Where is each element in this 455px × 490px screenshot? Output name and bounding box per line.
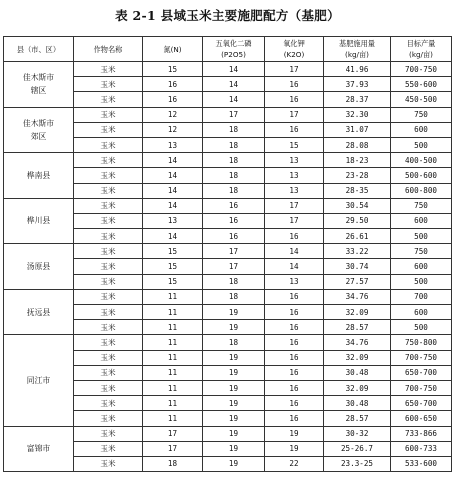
nitrogen-cell: 11 <box>143 380 203 395</box>
county-name-line: 汤原县 <box>26 262 51 272</box>
nitrogen-cell: 14 <box>143 229 203 244</box>
amount-cell: 28.37 <box>324 92 391 107</box>
crop-cell: 玉米 <box>74 411 143 426</box>
header-county: 县（市、区） <box>4 37 74 62</box>
amount-cell: 30.48 <box>324 396 391 411</box>
amount-cell: 28-35 <box>324 183 391 198</box>
phosphorus-cell: 18 <box>203 122 265 137</box>
county-name-line: 佳木斯市 <box>22 118 55 128</box>
nitrogen-cell: 11 <box>143 289 203 304</box>
crop-cell: 玉米 <box>74 441 143 456</box>
header-phosphorus <box>203 37 265 62</box>
phosphorus-cell: 18 <box>203 289 265 304</box>
crop-cell: 玉米 <box>74 92 143 107</box>
nitrogen-cell: 11 <box>143 411 203 426</box>
potassium-cell: 19 <box>265 441 324 456</box>
nitrogen-cell: 15 <box>143 62 203 77</box>
table-row <box>4 62 452 77</box>
nitrogen-cell: 11 <box>143 305 203 320</box>
nitrogen-cell: 11 <box>143 350 203 365</box>
potassium-cell: 13 <box>265 183 324 198</box>
crop-cell: 玉米 <box>74 137 143 152</box>
phosphorus-cell: 19 <box>203 350 265 365</box>
nitrogen-cell: 13 <box>143 137 203 152</box>
potassium-cell: 16 <box>265 335 324 350</box>
yield-cell: 400-500 <box>391 153 452 168</box>
potassium-cell: 16 <box>265 122 324 137</box>
potassium-cell: 16 <box>265 229 324 244</box>
potassium-cell: 16 <box>265 320 324 335</box>
crop-cell: 玉米 <box>74 289 143 304</box>
table-header-row <box>4 37 452 62</box>
yield-cell: 550-600 <box>391 77 452 92</box>
header-amount-name: 基肥施用量 <box>339 39 375 48</box>
fertilizer-formula-table <box>3 36 452 472</box>
amount-cell: 31.07 <box>324 122 391 137</box>
amount-cell: 27.57 <box>324 274 391 289</box>
header-nitrogen: 氮(N) <box>143 37 203 62</box>
yield-cell: 500 <box>391 137 452 152</box>
potassium-cell: 16 <box>265 380 324 395</box>
county-cell <box>4 198 74 244</box>
phosphorus-cell: 19 <box>203 411 265 426</box>
table-body <box>4 62 452 472</box>
potassium-cell: 22 <box>265 456 324 471</box>
potassium-cell: 14 <box>265 259 324 274</box>
potassium-cell: 16 <box>265 289 324 304</box>
amount-cell: 41.96 <box>324 62 391 77</box>
header-target-yield <box>391 37 452 62</box>
yield-cell: 700 <box>391 289 452 304</box>
nitrogen-cell: 14 <box>143 183 203 198</box>
yield-cell: 650-700 <box>391 365 452 380</box>
amount-cell: 28.08 <box>324 137 391 152</box>
potassium-cell: 16 <box>265 411 324 426</box>
yield-cell: 750 <box>391 198 452 213</box>
amount-cell: 34.76 <box>324 335 391 350</box>
county-name-line: 富锦市 <box>26 444 51 454</box>
phosphorus-cell: 14 <box>203 62 265 77</box>
amount-cell: 30.54 <box>324 198 391 213</box>
yield-cell: 500 <box>391 320 452 335</box>
header-amount-unit: (kg/亩) <box>345 50 369 59</box>
nitrogen-cell: 11 <box>143 365 203 380</box>
crop-cell: 玉米 <box>74 244 143 259</box>
phosphorus-cell: 19 <box>203 365 265 380</box>
county-name-line: 桦川县 <box>26 216 51 226</box>
phosphorus-cell: 16 <box>203 213 265 228</box>
crop-cell: 玉米 <box>74 396 143 411</box>
county-name-line: 桦南县 <box>26 170 51 180</box>
crop-cell: 玉米 <box>74 153 143 168</box>
yield-cell: 600 <box>391 305 452 320</box>
nitrogen-cell: 17 <box>143 426 203 441</box>
phosphorus-cell: 18 <box>203 153 265 168</box>
amount-cell: 26.61 <box>324 229 391 244</box>
header-base-fertilizer-amount <box>324 37 391 62</box>
yield-cell: 700-750 <box>391 380 452 395</box>
amount-cell: 32.09 <box>324 380 391 395</box>
amount-cell: 23-28 <box>324 168 391 183</box>
amount-cell: 34.76 <box>324 289 391 304</box>
header-phosphorus-name: 五氧化二磷 <box>215 39 252 48</box>
yield-cell: 600-650 <box>391 411 452 426</box>
potassium-cell: 16 <box>265 396 324 411</box>
amount-cell: 28.57 <box>324 320 391 335</box>
crop-cell: 玉米 <box>74 305 143 320</box>
header-potassium <box>265 37 324 62</box>
nitrogen-cell: 11 <box>143 320 203 335</box>
yield-cell: 600 <box>391 122 452 137</box>
county-cell <box>4 244 74 290</box>
table-row <box>4 198 452 213</box>
nitrogen-cell: 14 <box>143 198 203 213</box>
nitrogen-cell: 15 <box>143 274 203 289</box>
phosphorus-cell: 18 <box>203 183 265 198</box>
yield-cell: 700-750 <box>391 62 452 77</box>
amount-cell: 32.09 <box>324 350 391 365</box>
table-row <box>4 335 452 350</box>
yield-cell: 600 <box>391 259 452 274</box>
phosphorus-cell: 16 <box>203 229 265 244</box>
phosphorus-cell: 17 <box>203 244 265 259</box>
crop-cell: 玉米 <box>74 62 143 77</box>
nitrogen-cell: 13 <box>143 213 203 228</box>
crop-cell: 玉米 <box>74 168 143 183</box>
nitrogen-cell: 16 <box>143 92 203 107</box>
phosphorus-cell: 19 <box>203 456 265 471</box>
potassium-cell: 17 <box>265 198 324 213</box>
crop-cell: 玉米 <box>74 380 143 395</box>
amount-cell: 25-26.7 <box>324 441 391 456</box>
yield-cell: 600 <box>391 213 452 228</box>
amount-cell: 33.22 <box>324 244 391 259</box>
amount-cell: 37.93 <box>324 77 391 92</box>
table-row <box>4 244 452 259</box>
county-name-line: 郊区 <box>30 131 47 141</box>
crop-cell: 玉米 <box>74 107 143 122</box>
yield-cell: 500-600 <box>391 168 452 183</box>
potassium-cell: 16 <box>265 92 324 107</box>
potassium-cell: 15 <box>265 137 324 152</box>
header-yield-name: 目标产量 <box>406 39 436 48</box>
phosphorus-cell: 19 <box>203 441 265 456</box>
potassium-cell: 19 <box>265 426 324 441</box>
potassium-cell: 17 <box>265 213 324 228</box>
crop-cell: 玉米 <box>74 335 143 350</box>
nitrogen-cell: 11 <box>143 335 203 350</box>
county-name-line: 抚远县 <box>26 307 51 317</box>
table-row <box>4 107 452 122</box>
phosphorus-cell: 19 <box>203 320 265 335</box>
phosphorus-cell: 18 <box>203 137 265 152</box>
county-cell <box>4 289 74 335</box>
nitrogen-cell: 18 <box>143 456 203 471</box>
crop-cell: 玉米 <box>74 259 143 274</box>
county-cell <box>4 62 74 108</box>
potassium-cell: 17 <box>265 107 324 122</box>
crop-cell: 玉米 <box>74 456 143 471</box>
yield-cell: 700-750 <box>391 350 452 365</box>
nitrogen-cell: 17 <box>143 441 203 456</box>
phosphorus-cell: 19 <box>203 305 265 320</box>
yield-cell: 600-733 <box>391 441 452 456</box>
table-row <box>4 289 452 304</box>
potassium-cell: 13 <box>265 274 324 289</box>
amount-cell: 32.30 <box>324 107 391 122</box>
yield-cell: 500 <box>391 274 452 289</box>
amount-cell: 23.3-25 <box>324 456 391 471</box>
yield-cell: 750 <box>391 107 452 122</box>
county-cell <box>4 426 74 472</box>
phosphorus-cell: 14 <box>203 77 265 92</box>
header-potassium-formula: (K2O) <box>283 50 305 59</box>
nitrogen-cell: 14 <box>143 168 203 183</box>
crop-cell: 玉米 <box>74 274 143 289</box>
phosphorus-cell: 16 <box>203 198 265 213</box>
crop-cell: 玉米 <box>74 229 143 244</box>
yield-cell: 650-700 <box>391 396 452 411</box>
crop-cell: 玉米 <box>74 213 143 228</box>
county-name-line: 同江市 <box>26 375 51 385</box>
nitrogen-cell: 14 <box>143 153 203 168</box>
county-cell <box>4 335 74 426</box>
table-title: 表 2-1 县域玉米主要施肥配方（基肥） <box>115 8 340 23</box>
yield-cell: 750-800 <box>391 335 452 350</box>
crop-cell: 玉米 <box>74 77 143 92</box>
potassium-cell: 17 <box>265 62 324 77</box>
yield-cell: 733-866 <box>391 426 452 441</box>
amount-cell: 30.74 <box>324 259 391 274</box>
potassium-cell: 16 <box>265 350 324 365</box>
phosphorus-cell: 19 <box>203 426 265 441</box>
header-crop: 作物名称 <box>74 37 143 62</box>
amount-cell: 28.57 <box>324 411 391 426</box>
nitrogen-cell: 15 <box>143 244 203 259</box>
yield-cell: 450-500 <box>391 92 452 107</box>
potassium-cell: 16 <box>265 77 324 92</box>
phosphorus-cell: 19 <box>203 396 265 411</box>
potassium-cell: 16 <box>265 365 324 380</box>
yield-cell: 500 <box>391 229 452 244</box>
potassium-cell: 13 <box>265 153 324 168</box>
amount-cell: 30.48 <box>324 365 391 380</box>
nitrogen-cell: 12 <box>143 122 203 137</box>
table-row <box>4 426 452 441</box>
amount-cell: 29.50 <box>324 213 391 228</box>
phosphorus-cell: 18 <box>203 168 265 183</box>
yield-cell: 750 <box>391 244 452 259</box>
header-potassium-name: 氧化钾 <box>283 39 305 48</box>
header-yield-unit: (kg/亩) <box>409 50 433 59</box>
amount-cell: 30-32 <box>324 426 391 441</box>
nitrogen-cell: 12 <box>143 107 203 122</box>
phosphorus-cell: 18 <box>203 335 265 350</box>
crop-cell: 玉米 <box>74 365 143 380</box>
county-name-line: 佳木斯市 <box>22 73 55 83</box>
crop-cell: 玉米 <box>74 183 143 198</box>
phosphorus-cell: 17 <box>203 259 265 274</box>
nitrogen-cell: 11 <box>143 396 203 411</box>
crop-cell: 玉米 <box>74 350 143 365</box>
header-phosphorus-formula: (P2O5) <box>221 50 246 59</box>
county-name-line: 辖区 <box>30 86 47 96</box>
crop-cell: 玉米 <box>74 320 143 335</box>
potassium-cell: 14 <box>265 244 324 259</box>
potassium-cell: 16 <box>265 305 324 320</box>
nitrogen-cell: 15 <box>143 259 203 274</box>
county-cell <box>4 107 74 153</box>
yield-cell: 533-600 <box>391 456 452 471</box>
crop-cell: 玉米 <box>74 198 143 213</box>
amount-cell: 18-23 <box>324 153 391 168</box>
nitrogen-cell: 16 <box>143 77 203 92</box>
potassium-cell: 13 <box>265 168 324 183</box>
phosphorus-cell: 18 <box>203 274 265 289</box>
table-row <box>4 153 452 168</box>
phosphorus-cell: 17 <box>203 107 265 122</box>
phosphorus-cell: 14 <box>203 92 265 107</box>
yield-cell: 600-800 <box>391 183 452 198</box>
phosphorus-cell: 19 <box>203 380 265 395</box>
county-cell <box>4 153 74 199</box>
crop-cell: 玉米 <box>74 122 143 137</box>
amount-cell: 32.09 <box>324 305 391 320</box>
crop-cell: 玉米 <box>74 426 143 441</box>
